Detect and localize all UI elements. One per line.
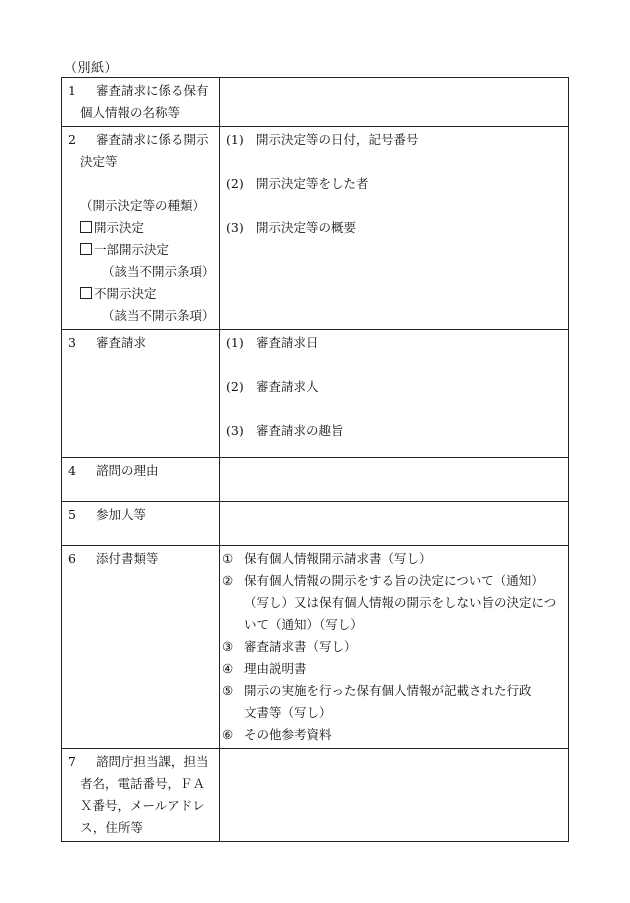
- list-item: (3) 開示決定等の概要: [226, 220, 357, 235]
- decision-type-heading: （開示決定等の種類）: [80, 198, 206, 213]
- row-label: 審査請求: [96, 335, 147, 350]
- row-label-cell: [62, 546, 220, 749]
- row-label: 審査請求に係る開示: [96, 132, 209, 147]
- row-number: 6: [68, 551, 76, 566]
- row-label-cell: [62, 502, 220, 546]
- list-item: ⑤ 開示の実施を行った保有個人情報が記載された行政: [222, 683, 532, 698]
- row-content-cell[interactable]: [220, 330, 569, 458]
- row-number: 2: [68, 132, 76, 147]
- inquiry-form-table: [61, 77, 569, 842]
- table-row: [62, 127, 569, 330]
- row-content-cell[interactable]: [220, 749, 569, 842]
- checkbox-icon[interactable]: [80, 243, 92, 255]
- row-label: 者名，電話番号，ＦＡ: [80, 776, 206, 791]
- decision-option[interactable]: 一部開示決定: [68, 239, 215, 261]
- list-item: (3) 審査請求の趣旨: [226, 423, 344, 438]
- table-row: [62, 458, 569, 502]
- row-label-cell: [62, 127, 220, 330]
- table-row: [62, 749, 569, 842]
- decision-option[interactable]: 開示決定: [68, 217, 215, 239]
- row-label-cell: [62, 330, 220, 458]
- row-label-cell: [62, 749, 220, 842]
- row-label: ス，住所等: [80, 820, 143, 835]
- row-number: 4: [68, 463, 76, 478]
- row-label: Ｘ番号，メールアドレ: [80, 798, 205, 813]
- list-item: (2) 開示決定等をした者: [226, 176, 369, 191]
- checkbox-icon[interactable]: [80, 221, 92, 233]
- row-label: 個人情報の名称等: [80, 105, 181, 120]
- row-number: 1: [68, 83, 76, 98]
- list-item-continuation: いて（通知）（写し）: [244, 617, 363, 632]
- row-number: 5: [68, 507, 76, 522]
- table-row: [62, 546, 569, 749]
- row-label: 参加人等: [96, 507, 147, 522]
- decision-option[interactable]: 不開示決定: [68, 283, 215, 305]
- row-label: 諮問の理由: [96, 463, 159, 478]
- list-item-continuation: （写し）又は保有個人情報の開示をしない旨の決定につ: [244, 595, 557, 610]
- exemption-clause-label: （該当不開示条項）: [102, 264, 215, 279]
- row-label: 諮問庁担当課，担当: [96, 754, 209, 769]
- row-label: 添付書類等: [96, 551, 159, 566]
- exemption-clause-label: （該当不開示条項）: [102, 308, 215, 323]
- list-item: ④ 理由説明書: [222, 661, 307, 676]
- table-row: [62, 502, 569, 546]
- table-row: [62, 330, 569, 458]
- row-number: 3: [68, 335, 76, 350]
- list-item: (2) 審査請求人: [226, 379, 319, 394]
- list-item-continuation: 文書等（写し）: [244, 705, 332, 720]
- list-item: ③ 審査請求書（写し）: [222, 639, 357, 654]
- row-label-cell: [62, 78, 220, 127]
- list-item: ⑥ その他参考資料: [222, 727, 332, 742]
- row-content-cell[interactable]: [220, 502, 569, 546]
- row-label: 決定等: [80, 154, 118, 169]
- row-content-cell[interactable]: [220, 127, 569, 330]
- list-item: ② 保有個人情報の開示をする旨の決定について（通知）: [222, 573, 544, 588]
- row-label: 審査請求に係る保有: [96, 83, 209, 98]
- attachment-label: （別紙）: [64, 61, 119, 76]
- table-row: [62, 78, 569, 127]
- checkbox-icon[interactable]: [80, 287, 92, 299]
- list-item: (1) 開示決定等の日付，記号番号: [226, 132, 419, 147]
- row-label-cell: [62, 458, 220, 502]
- row-content-cell[interactable]: [220, 546, 569, 749]
- list-item: ① 保有個人情報開示請求書（写し）: [222, 551, 432, 566]
- row-number: 7: [68, 754, 76, 769]
- row-content-cell[interactable]: [220, 458, 569, 502]
- list-item: (1) 審査請求日: [226, 335, 319, 350]
- row-content-cell[interactable]: [220, 78, 569, 127]
